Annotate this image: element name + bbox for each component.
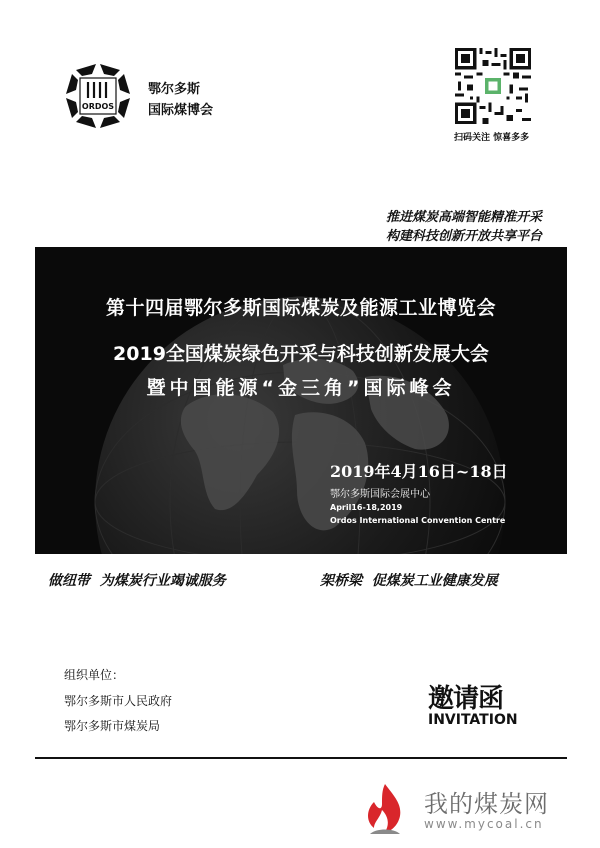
event-venue-en: Ordos International Convention Centre: [330, 516, 506, 525]
org-name-line1: 鄂尔多斯: [148, 82, 201, 97]
organizer-label: 组织单位：: [64, 668, 125, 682]
event-banner: [35, 247, 567, 554]
invitation-title-cn: 邀请函: [428, 684, 504, 714]
event-venue-cn: 鄂尔多斯国际会展中心: [330, 489, 430, 500]
organizer-item: 鄂尔多斯市煤炭局: [64, 719, 161, 733]
footer-url[interactable]: www.mycoal.cn: [424, 817, 544, 831]
mycoal-flame-icon: [356, 780, 414, 838]
slogan-line-1: 推进煤炭高端智能精准开采: [385, 210, 542, 225]
invitation-title-en: INVITATION: [428, 712, 518, 728]
org-name-line2: 国际煤博会: [148, 103, 214, 118]
motto-right: 架桥梁 促煤炭工业健康发展: [320, 573, 498, 589]
qr-code-icon[interactable]: [455, 48, 531, 124]
event-date-cn: 2019年4月16日~18日: [330, 462, 508, 481]
ordos-logo-icon: [62, 60, 134, 132]
event-date-en: April16-18,2019: [330, 503, 403, 512]
logo-text: ORDOS: [81, 102, 115, 111]
qr-caption: 扫码关注 惊喜多多: [454, 133, 530, 143]
event-title-3: 暨中国能源“金三角”国际峰会: [146, 377, 456, 399]
motto-left: 做纽带 为煤炭行业竭诚服务: [48, 573, 226, 589]
org-name: [148, 79, 213, 121]
event-title-1: 第十四届鄂尔多斯国际煤炭及能源工业博览会: [105, 297, 496, 319]
organizer-item: 鄂尔多斯市人民政府: [64, 694, 173, 708]
slogan-line-2: 构建科技创新开放共享平台: [385, 229, 542, 244]
event-title-2: 2019全国煤炭绿色开采与科技创新发展大会: [113, 343, 489, 365]
footer-brand: 我的煤炭网: [424, 790, 549, 818]
divider: [35, 757, 567, 759]
